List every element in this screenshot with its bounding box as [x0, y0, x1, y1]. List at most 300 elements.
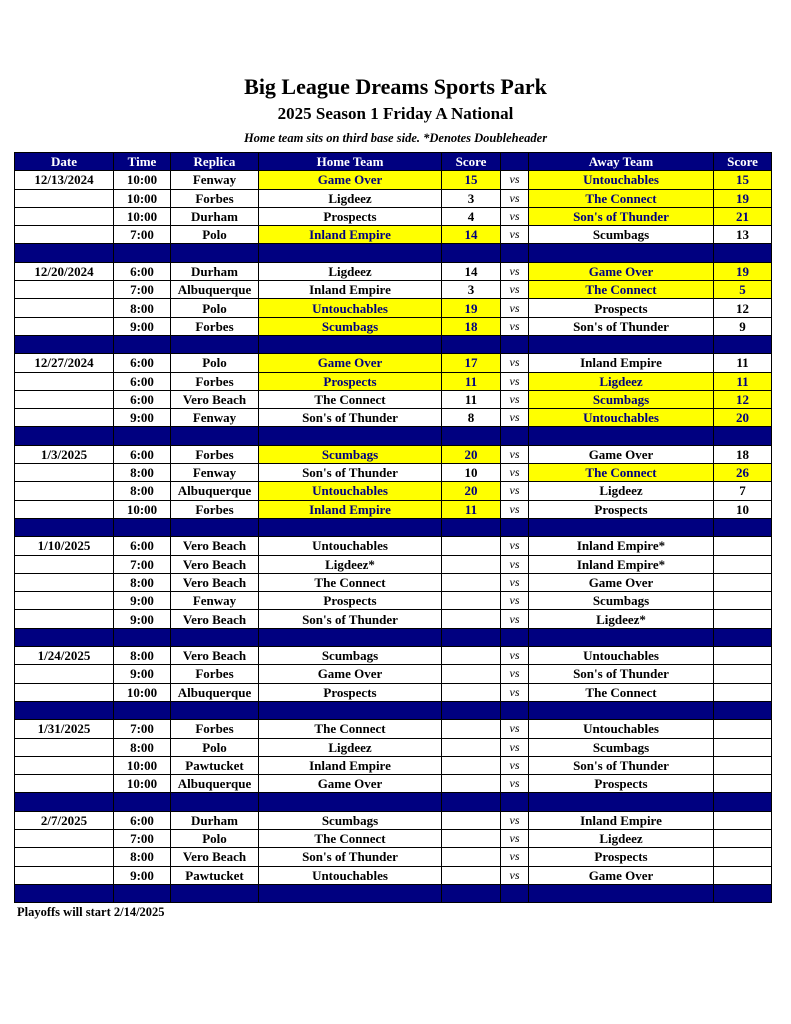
date-cell: [15, 281, 114, 299]
home-score-cell: [442, 811, 501, 829]
vs-label: vs: [501, 573, 529, 591]
date-cell: [15, 409, 114, 427]
game-row: [15, 445, 772, 463]
time-cell: 8:00: [114, 482, 171, 500]
vs-label: vs: [501, 866, 529, 884]
replica-cell: Forbes: [171, 720, 259, 738]
away-team-cell: Scumbags: [529, 738, 714, 756]
game-row: [15, 592, 772, 610]
home-team-cell: Inland Empire: [259, 756, 442, 774]
away-team-cell: Son's of Thunder: [529, 665, 714, 683]
replica-cell: Forbes: [171, 317, 259, 335]
separator-cell: [529, 335, 714, 353]
date-cell: [15, 829, 114, 847]
away-team-cell: Inland Empire: [529, 354, 714, 372]
away-score-cell: 13: [714, 226, 772, 244]
home-score-cell: [442, 683, 501, 701]
time-cell: 7:00: [114, 555, 171, 573]
away-team-cell: The Connect: [529, 683, 714, 701]
separator-cell: [501, 793, 529, 811]
separator-cell: [259, 244, 442, 262]
home-score-cell: [442, 573, 501, 591]
time-cell: 6:00: [114, 811, 171, 829]
separator-cell: [259, 518, 442, 536]
away-team-cell: Ligdeez: [529, 829, 714, 847]
vs-label: vs: [501, 354, 529, 372]
replica-cell: Durham: [171, 262, 259, 280]
vs-label: vs: [501, 610, 529, 628]
separator-cell: [171, 628, 259, 646]
replica-cell: Polo: [171, 226, 259, 244]
separator-cell: [114, 518, 171, 536]
away-score-cell: 15: [714, 171, 772, 189]
time-cell: 10:00: [114, 500, 171, 518]
away-team-cell: Scumbags: [529, 592, 714, 610]
separator-cell: [114, 701, 171, 719]
page-title: Big League Dreams Sports Park: [244, 74, 547, 99]
home-team-cell: Game Over: [259, 171, 442, 189]
separator-cell: [714, 427, 772, 445]
game-row: [15, 226, 772, 244]
away-score-cell: [714, 848, 772, 866]
separator-cell: [15, 884, 114, 902]
away-score-cell: 19: [714, 262, 772, 280]
page-subtitle: 2025 Season 1 Friday A National: [277, 104, 514, 123]
home-score-cell: [442, 756, 501, 774]
separator-cell: [529, 518, 714, 536]
away-team-cell: Scumbags: [529, 226, 714, 244]
home-team-cell: The Connect: [259, 720, 442, 738]
date-cell: [15, 464, 114, 482]
separator-cell: [15, 335, 114, 353]
away-score-cell: [714, 555, 772, 573]
replica-cell: Albuquerque: [171, 683, 259, 701]
separator-cell: [171, 244, 259, 262]
date-cell: [15, 207, 114, 225]
home-team-cell: Prospects: [259, 592, 442, 610]
replica-cell: Vero Beach: [171, 610, 259, 628]
away-score-cell: 21: [714, 207, 772, 225]
away-team-cell: Game Over: [529, 573, 714, 591]
away-team-cell: Game Over: [529, 866, 714, 884]
away-team-cell: Ligdeez: [529, 372, 714, 390]
home-score-cell: 11: [442, 500, 501, 518]
separator-cell: [501, 518, 529, 536]
away-score-cell: [714, 738, 772, 756]
vs-label: vs: [501, 189, 529, 207]
home-score-cell: [442, 610, 501, 628]
away-score-cell: 18: [714, 445, 772, 463]
separator-cell: [259, 427, 442, 445]
home-score-cell: 18: [442, 317, 501, 335]
replica-cell: Durham: [171, 811, 259, 829]
separator-cell: [442, 793, 501, 811]
home-score-cell: [442, 665, 501, 683]
replica-cell: Albuquerque: [171, 281, 259, 299]
header-row: [15, 153, 772, 171]
date-cell: 12/27/2024: [15, 354, 114, 372]
away-score-cell: [714, 665, 772, 683]
away-score-cell: 9: [714, 317, 772, 335]
game-row: [15, 409, 772, 427]
home-team-cell: The Connect: [259, 573, 442, 591]
date-cell: [15, 592, 114, 610]
time-cell: 10:00: [114, 775, 171, 793]
game-row: [15, 317, 772, 335]
time-cell: 8:00: [114, 464, 171, 482]
game-row: [15, 647, 772, 665]
game-row: [15, 720, 772, 738]
home-team-cell: Prospects: [259, 207, 442, 225]
game-row: [15, 390, 772, 408]
away-score-cell: 26: [714, 464, 772, 482]
home-team-cell: Game Over: [259, 354, 442, 372]
separator-cell: [171, 793, 259, 811]
separator-cell: [714, 793, 772, 811]
time-cell: 6:00: [114, 390, 171, 408]
separator-cell: [15, 628, 114, 646]
game-row: [15, 189, 772, 207]
vs-label: vs: [501, 409, 529, 427]
replica-cell: Vero Beach: [171, 537, 259, 555]
away-score-cell: [714, 683, 772, 701]
week-separator-row: [15, 335, 772, 353]
date-cell: [15, 775, 114, 793]
separator-cell: [15, 701, 114, 719]
home-team-cell: Ligdeez: [259, 738, 442, 756]
date-cell: [15, 665, 114, 683]
header-vs: [501, 153, 529, 171]
time-cell: 6:00: [114, 445, 171, 463]
replica-cell: Forbes: [171, 189, 259, 207]
home-team-cell: Untouchables: [259, 299, 442, 317]
home-score-cell: [442, 775, 501, 793]
time-cell: 9:00: [114, 592, 171, 610]
date-cell: 1/3/2025: [15, 445, 114, 463]
vs-label: vs: [501, 207, 529, 225]
game-row: [15, 372, 772, 390]
schedule-note: Home team sits on third base side. *Denotes Doubleheader: [243, 131, 548, 145]
vs-label: vs: [501, 317, 529, 335]
separator-cell: [501, 244, 529, 262]
playoffs-note: Playoffs will start 2/14/2025: [17, 905, 165, 919]
date-cell: 1/31/2025: [15, 720, 114, 738]
separator-cell: [714, 335, 772, 353]
away-team-cell: The Connect: [529, 464, 714, 482]
separator-cell: [171, 335, 259, 353]
replica-cell: Polo: [171, 354, 259, 372]
schedule-table: [14, 152, 772, 903]
separator-cell: [259, 335, 442, 353]
date-cell: [15, 573, 114, 591]
time-cell: 7:00: [114, 829, 171, 847]
date-cell: [15, 683, 114, 701]
away-team-cell: Prospects: [529, 299, 714, 317]
vs-label: vs: [501, 445, 529, 463]
away-team-cell: Game Over: [529, 262, 714, 280]
date-cell: [15, 610, 114, 628]
home-score-cell: 20: [442, 445, 501, 463]
vs-label: vs: [501, 299, 529, 317]
time-cell: 8:00: [114, 738, 171, 756]
home-score-cell: 20: [442, 482, 501, 500]
separator-cell: [442, 701, 501, 719]
home-score-cell: 11: [442, 372, 501, 390]
home-team-cell: Son's of Thunder: [259, 848, 442, 866]
replica-cell: Forbes: [171, 445, 259, 463]
separator-cell: [171, 701, 259, 719]
time-cell: 10:00: [114, 189, 171, 207]
game-row: [15, 866, 772, 884]
home-team-cell: Scumbags: [259, 647, 442, 665]
week-separator-row: [15, 701, 772, 719]
separator-cell: [114, 335, 171, 353]
header-time: Time: [114, 153, 171, 171]
away-score-cell: 20: [714, 409, 772, 427]
home-team-cell: Untouchables: [259, 537, 442, 555]
date-cell: [15, 189, 114, 207]
separator-cell: [714, 701, 772, 719]
replica-cell: Durham: [171, 207, 259, 225]
time-cell: 10:00: [114, 683, 171, 701]
separator-cell: [114, 793, 171, 811]
away-score-cell: 19: [714, 189, 772, 207]
separator-cell: [171, 518, 259, 536]
home-score-cell: 14: [442, 226, 501, 244]
vs-label: vs: [501, 555, 529, 573]
separator-cell: [259, 628, 442, 646]
separator-cell: [714, 884, 772, 902]
home-score-cell: [442, 555, 501, 573]
replica-cell: Fenway: [171, 409, 259, 427]
time-cell: 6:00: [114, 537, 171, 555]
game-row: [15, 829, 772, 847]
week-separator-row: [15, 793, 772, 811]
replica-cell: Albuquerque: [171, 775, 259, 793]
separator-cell: [714, 628, 772, 646]
date-cell: [15, 372, 114, 390]
vs-label: vs: [501, 756, 529, 774]
time-cell: 10:00: [114, 756, 171, 774]
separator-cell: [114, 244, 171, 262]
away-team-cell: Inland Empire*: [529, 555, 714, 573]
vs-label: vs: [501, 262, 529, 280]
away-team-cell: Son's of Thunder: [529, 207, 714, 225]
replica-cell: Pawtucket: [171, 866, 259, 884]
game-row: [15, 281, 772, 299]
replica-cell: Forbes: [171, 665, 259, 683]
home-team-cell: Scumbags: [259, 317, 442, 335]
game-row: [15, 756, 772, 774]
away-team-cell: Inland Empire: [529, 811, 714, 829]
home-score-cell: [442, 537, 501, 555]
replica-cell: Pawtucket: [171, 756, 259, 774]
header-home-score: Score: [442, 153, 501, 171]
away-team-cell: Prospects: [529, 775, 714, 793]
home-score-cell: 8: [442, 409, 501, 427]
separator-cell: [259, 884, 442, 902]
vs-label: vs: [501, 665, 529, 683]
separator-cell: [714, 518, 772, 536]
game-row: [15, 262, 772, 280]
home-team-cell: Son's of Thunder: [259, 464, 442, 482]
home-team-cell: Ligdeez: [259, 189, 442, 207]
home-team-cell: Untouchables: [259, 866, 442, 884]
away-score-cell: 12: [714, 299, 772, 317]
game-row: [15, 464, 772, 482]
home-score-cell: [442, 592, 501, 610]
separator-cell: [501, 884, 529, 902]
away-score-cell: [714, 775, 772, 793]
game-row: [15, 811, 772, 829]
game-row: [15, 299, 772, 317]
away-team-cell: Scumbags: [529, 390, 714, 408]
game-row: [15, 482, 772, 500]
replica-cell: Fenway: [171, 464, 259, 482]
away-score-cell: [714, 720, 772, 738]
home-team-cell: Prospects: [259, 683, 442, 701]
away-team-cell: The Connect: [529, 281, 714, 299]
home-team-cell: Scumbags: [259, 445, 442, 463]
separator-cell: [529, 244, 714, 262]
away-team-cell: Inland Empire*: [529, 537, 714, 555]
vs-label: vs: [501, 848, 529, 866]
time-cell: 7:00: [114, 226, 171, 244]
away-score-cell: 11: [714, 372, 772, 390]
game-row: [15, 171, 772, 189]
separator-cell: [15, 793, 114, 811]
date-cell: [15, 299, 114, 317]
home-score-cell: 17: [442, 354, 501, 372]
vs-label: vs: [501, 372, 529, 390]
separator-cell: [442, 427, 501, 445]
separator-cell: [114, 628, 171, 646]
date-cell: 1/10/2025: [15, 537, 114, 555]
vs-label: vs: [501, 592, 529, 610]
home-team-cell: The Connect: [259, 829, 442, 847]
time-cell: 10:00: [114, 207, 171, 225]
date-cell: 1/24/2025: [15, 647, 114, 665]
home-team-cell: Prospects: [259, 372, 442, 390]
separator-cell: [529, 701, 714, 719]
replica-cell: Vero Beach: [171, 555, 259, 573]
time-cell: 9:00: [114, 317, 171, 335]
separator-cell: [15, 518, 114, 536]
vs-label: vs: [501, 464, 529, 482]
home-score-cell: [442, 720, 501, 738]
game-row: [15, 848, 772, 866]
week-separator-row: [15, 427, 772, 445]
home-team-cell: Inland Empire: [259, 281, 442, 299]
game-row: [15, 665, 772, 683]
home-score-cell: 11: [442, 390, 501, 408]
vs-label: vs: [501, 390, 529, 408]
away-team-cell: Ligdeez: [529, 482, 714, 500]
home-score-cell: 3: [442, 281, 501, 299]
date-cell: [15, 866, 114, 884]
header-date: Date: [15, 153, 114, 171]
away-score-cell: [714, 537, 772, 555]
week-separator-row: [15, 628, 772, 646]
game-row: [15, 555, 772, 573]
game-row: [15, 207, 772, 225]
away-score-cell: [714, 573, 772, 591]
date-cell: [15, 848, 114, 866]
time-cell: 9:00: [114, 665, 171, 683]
home-team-cell: The Connect: [259, 390, 442, 408]
separator-cell: [501, 701, 529, 719]
date-cell: [15, 500, 114, 518]
replica-cell: Forbes: [171, 372, 259, 390]
time-cell: 8:00: [114, 299, 171, 317]
date-cell: [15, 317, 114, 335]
away-team-cell: Untouchables: [529, 409, 714, 427]
game-row: [15, 610, 772, 628]
time-cell: 10:00: [114, 171, 171, 189]
away-team-cell: Son's of Thunder: [529, 756, 714, 774]
away-team-cell: The Connect: [529, 189, 714, 207]
away-score-cell: 5: [714, 281, 772, 299]
replica-cell: Vero Beach: [171, 647, 259, 665]
separator-cell: [714, 244, 772, 262]
vs-label: vs: [501, 647, 529, 665]
home-score-cell: 19: [442, 299, 501, 317]
separator-cell: [442, 518, 501, 536]
replica-cell: Polo: [171, 299, 259, 317]
time-cell: 8:00: [114, 647, 171, 665]
header-away-score: Score: [714, 153, 772, 171]
separator-cell: [114, 884, 171, 902]
separator-cell: [529, 628, 714, 646]
home-score-cell: 15: [442, 171, 501, 189]
time-cell: 7:00: [114, 720, 171, 738]
separator-cell: [259, 793, 442, 811]
date-cell: 12/13/2024: [15, 171, 114, 189]
away-score-cell: [714, 811, 772, 829]
time-cell: 6:00: [114, 372, 171, 390]
replica-cell: Polo: [171, 829, 259, 847]
away-score-cell: [714, 647, 772, 665]
separator-cell: [529, 884, 714, 902]
game-row: [15, 537, 772, 555]
vs-label: vs: [501, 281, 529, 299]
home-team-cell: Game Over: [259, 775, 442, 793]
home-team-cell: Son's of Thunder: [259, 409, 442, 427]
replica-cell: Albuquerque: [171, 482, 259, 500]
time-cell: 6:00: [114, 354, 171, 372]
time-cell: 8:00: [114, 573, 171, 591]
header-home-team: Home Team: [259, 153, 442, 171]
home-score-cell: 10: [442, 464, 501, 482]
vs-label: vs: [501, 500, 529, 518]
away-team-cell: Son's of Thunder: [529, 317, 714, 335]
vs-label: vs: [501, 226, 529, 244]
home-score-cell: 14: [442, 262, 501, 280]
vs-label: vs: [501, 537, 529, 555]
separator-cell: [171, 427, 259, 445]
date-cell: [15, 390, 114, 408]
time-cell: 9:00: [114, 610, 171, 628]
date-cell: [15, 555, 114, 573]
away-team-cell: Prospects: [529, 500, 714, 518]
away-score-cell: 10: [714, 500, 772, 518]
away-team-cell: Prospects: [529, 848, 714, 866]
date-cell: [15, 482, 114, 500]
separator-cell: [442, 628, 501, 646]
week-separator-row: [15, 884, 772, 902]
away-score-cell: [714, 756, 772, 774]
game-row: [15, 573, 772, 591]
